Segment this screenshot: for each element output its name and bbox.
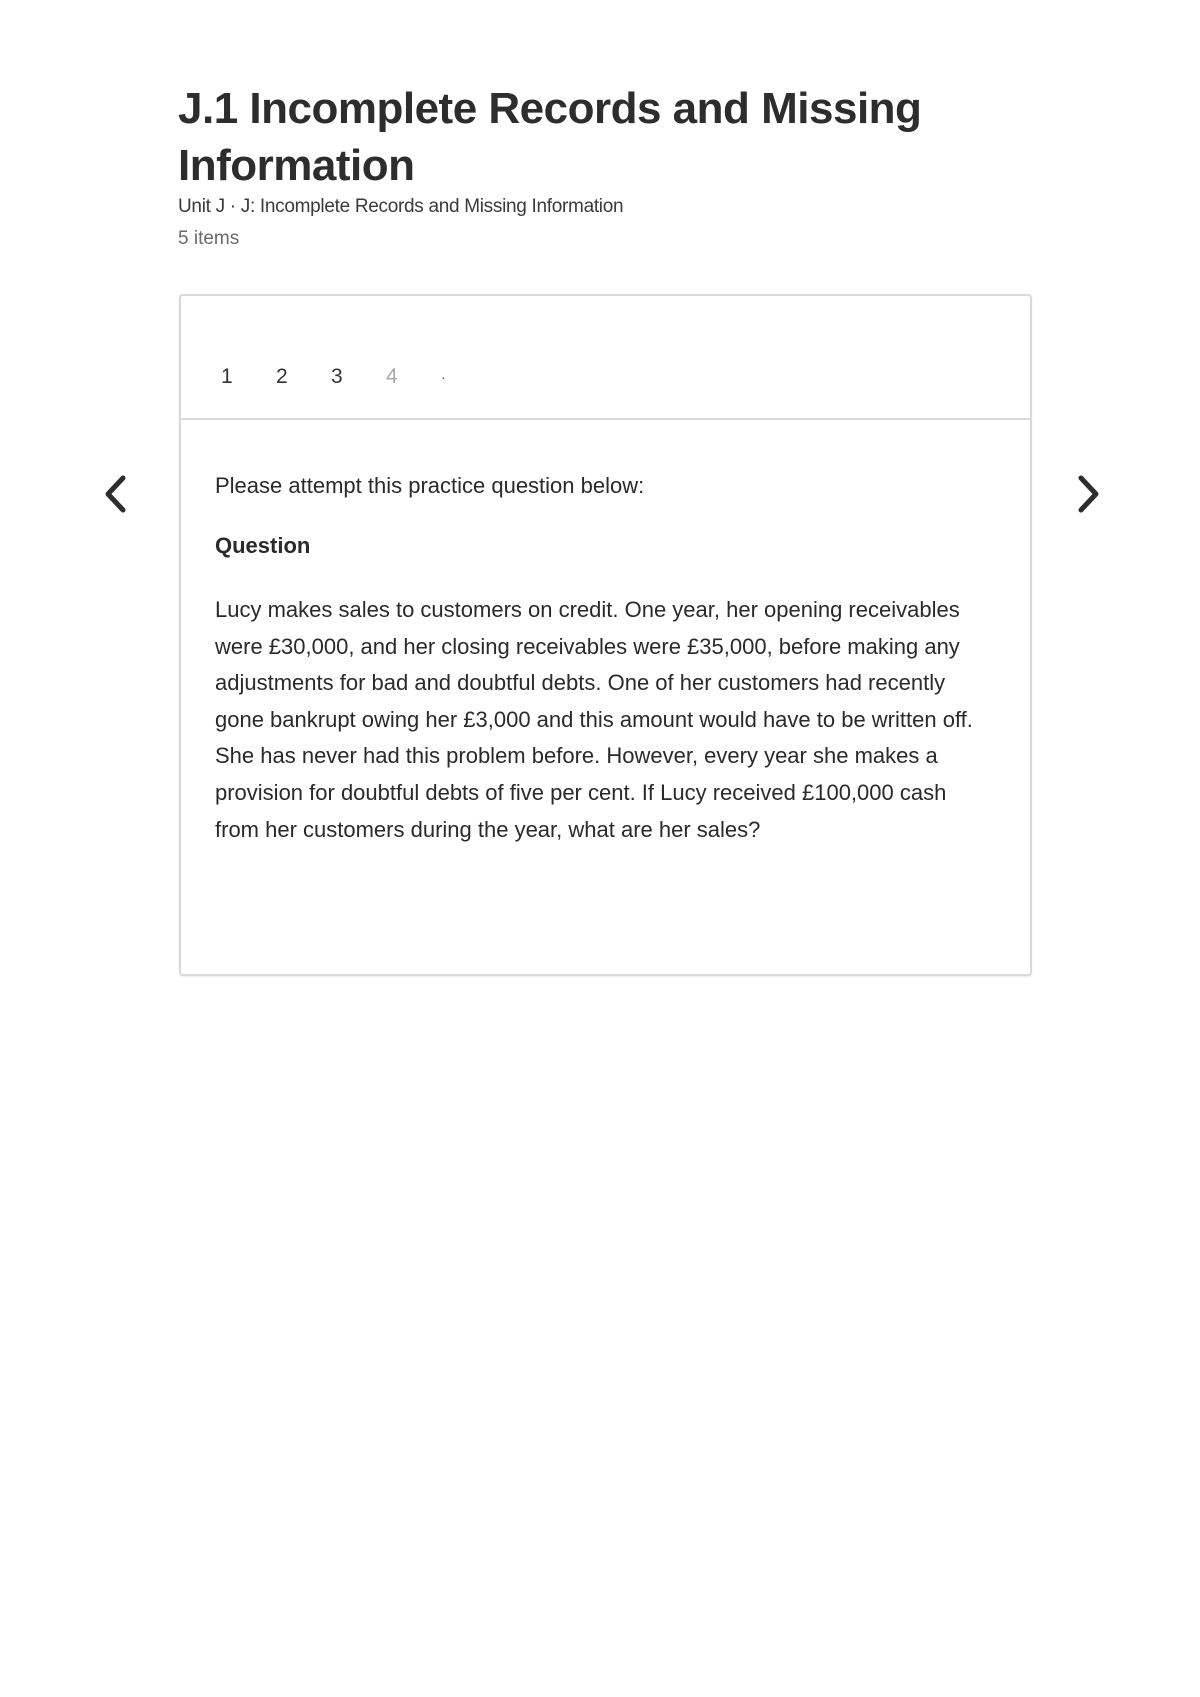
question-text: Lucy makes sales to customers on credit. One year, her opening receivables were £30,000, and her closing receivables were £35,000, before making any adjustments for bad and doubtful debts. One of her customers had recently gone bankrupt owing her £3,000 and this amount would have to be written off. She has never had this problem before. However, every year she makes a provision for doubtful debts of five per cent. If Lucy received £100,000 cash from her customers during the year, what are her sales? xyxy=(215,597,973,842)
tab-item-2[interactable]: 2 xyxy=(276,365,288,388)
tab-item-4[interactable]: 4 xyxy=(386,365,398,388)
item-count: 5 items xyxy=(178,228,240,249)
chevron-right-icon xyxy=(1068,470,1108,518)
question-card xyxy=(179,294,1032,976)
intro-text: Please attempt this practice question below: xyxy=(215,473,645,498)
chevron-left-icon xyxy=(96,470,136,518)
card-body xyxy=(215,472,995,848)
tab-item-3[interactable]: 3 xyxy=(331,365,343,388)
previous-button[interactable] xyxy=(96,470,136,518)
tab-item-1[interactable]: 1 xyxy=(221,365,233,388)
question-heading: Question xyxy=(215,533,311,558)
next-button[interactable] xyxy=(1068,470,1108,518)
tab-item-5[interactable]: · xyxy=(441,369,446,385)
breadcrumb: Unit J · J: Incomplete Records and Missing Information xyxy=(178,196,624,217)
card-header xyxy=(181,296,1030,420)
item-tabs xyxy=(221,364,496,390)
page-title: J.1 Incomplete Records and Missing Information xyxy=(178,84,922,190)
